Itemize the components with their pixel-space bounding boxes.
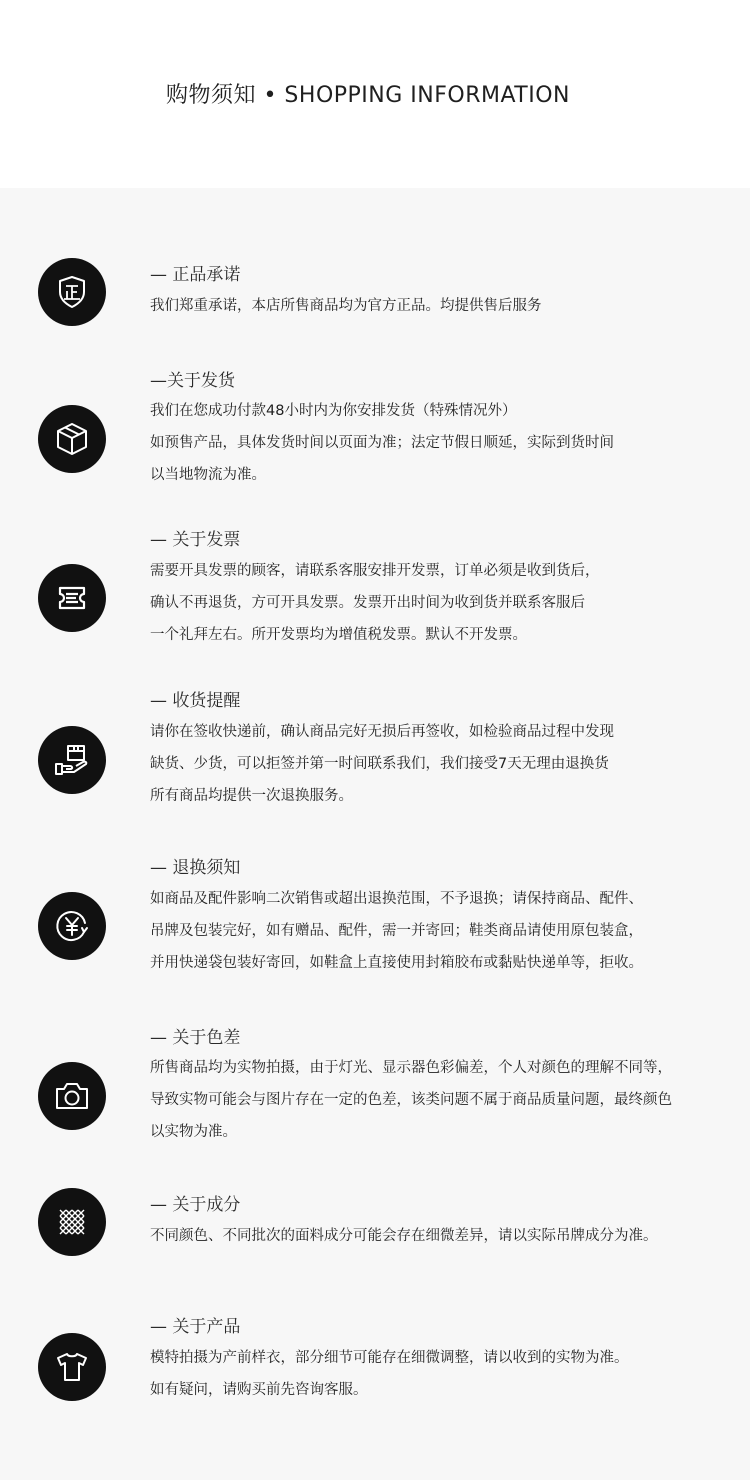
hand-parcel-icon	[38, 726, 106, 794]
section-title: — 收货提醒	[150, 691, 241, 711]
section-text-line: 不同颜色、不同批次的面料成分可能会存在细微差异，请以实际吊牌成分为准。	[150, 1228, 658, 1244]
section-text-line: 并用快递袋包装好寄回，如鞋盒上直接使用封箱胶布或黏贴快递单等，拒收。	[150, 955, 643, 971]
tshirt-icon	[38, 1333, 106, 1401]
section-title: — 关于发票	[150, 530, 241, 550]
section-text-line: 缺货、少货，可以拒签并第一时间联系我们，我们接受7天无理由退换货	[150, 756, 609, 772]
section-text-line: 我们郑重承诺，本店所售商品均为官方正品。均提供售后服务	[150, 298, 542, 314]
yen-refresh-icon	[38, 892, 106, 960]
ticket-icon	[38, 564, 106, 632]
section-text-line: 确认不再退货，方可开具发票。发票开出时间为收到货并联系客服后	[150, 595, 585, 611]
section-title: —关于发货	[150, 371, 235, 391]
section-text-line: 所售商品均为实物拍摄，由于灯光、显示器色彩偏差，个人对颜色的理解不同等，	[150, 1060, 672, 1076]
section-text-line: 以当地物流为准。	[150, 467, 266, 483]
section-text-line: 如有疑问，请购买前先咨询客服。	[150, 1382, 368, 1398]
section-text-line: 请你在签收快递前，确认商品完好无损后再签收，如检验商品过程中发现	[150, 724, 614, 740]
section-title: — 退换须知	[150, 858, 241, 878]
section-title: — 关于色差	[150, 1028, 241, 1048]
shield-zheng-icon	[38, 258, 106, 326]
section-title: — 正品承诺	[150, 265, 241, 285]
fabric-weave-icon	[38, 1188, 106, 1256]
section-text-line: 以实物为准。	[150, 1124, 237, 1140]
section-text-line: 需要开具发票的顾客，请联系客服安排开发票，订单必须是收到货后，	[150, 563, 600, 579]
header	[0, 0, 750, 188]
section-text-line: 模特拍摄为产前样衣，部分细节可能存在细微调整，请以收到的实物为准。	[150, 1350, 629, 1366]
section-text-line: 如预售产品，具体发货时间以页面为准；法定节假日顺延，实际到货时间	[150, 435, 614, 451]
shopping-info-list	[0, 188, 750, 1480]
page-title: 购物须知 • SHOPPING INFORMATION	[165, 83, 571, 108]
section-title: — 关于成分	[150, 1195, 241, 1215]
section-text-line: 如商品及配件影响二次销售或超出退换范围，不予退换；请保持商品、配件、	[150, 891, 643, 907]
box-icon	[38, 405, 106, 473]
section-title: — 关于产品	[150, 1317, 241, 1337]
camera-icon	[38, 1062, 106, 1130]
section-text-line: 一个礼拜左右。所开发票均为增值税发票。默认不开发票。	[150, 627, 527, 643]
section-text-line: 吊牌及包装完好，如有赠品、配件，需一并寄回；鞋类商品请使用原包装盒，	[150, 923, 643, 939]
section-text-line: 导致实物可能会与图片存在一定的色差，该类问题不属于商品质量问题，最终颜色	[150, 1092, 672, 1108]
section-text-line: 我们在您成功付款48小时内为你安排发货（特殊情况外）	[150, 403, 517, 419]
section-text-line: 所有商品均提供一次退换服务。	[150, 788, 353, 804]
